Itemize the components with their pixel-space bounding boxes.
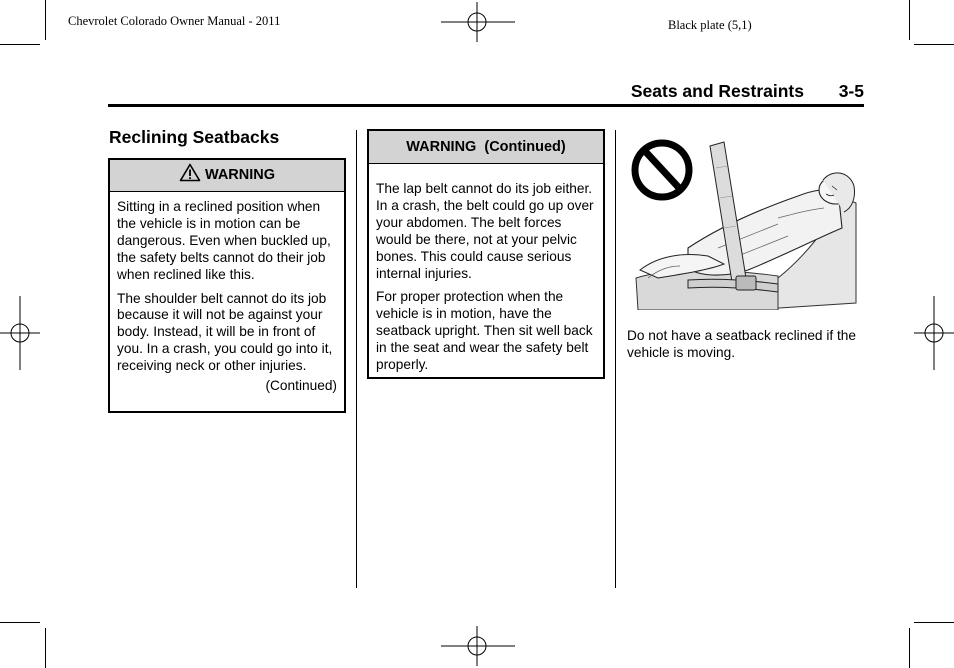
warning-header — [110, 160, 344, 192]
warning-paragraph: The shoulder belt cannot do its job because it will not be against your body. Instead, it will be in front of you. In a crash, you could go into it, receiving neck or other injuries. — [117, 290, 333, 374]
crop-mark — [45, 628, 46, 668]
crop-mark — [45, 0, 46, 40]
crop-mark — [909, 0, 910, 40]
crop-mark — [914, 44, 954, 45]
continued-label: (Continued) — [265, 378, 337, 394]
prohibition-sign-icon — [635, 143, 689, 197]
reclined-occupant-illustration — [628, 128, 858, 310]
print-meta-left: Chevrolet Colorado Owner Manual - 2011 — [68, 14, 281, 28]
warning-header: WARNING (Continued) — [369, 131, 603, 164]
warning-paragraph: Sitting in a reclined position when the vehicle is in motion can be dangerous. Even when buckled up, the safety belts cannot do their job when reclined like this. — [117, 199, 331, 282]
registration-mark-icon — [441, 626, 515, 666]
illustration-caption: Do not have a seatback reclined if the vehicle is moving. — [627, 328, 857, 360]
column-divider — [615, 130, 616, 588]
crop-mark — [909, 628, 910, 668]
crop-mark — [0, 44, 40, 45]
registration-mark-icon — [441, 2, 515, 42]
warning-triangle-icon — [179, 163, 201, 182]
section-title: Reclining Seatbacks — [109, 127, 280, 147]
warning-body — [369, 164, 603, 380]
running-head-section: Seats and Restraints — [630, 81, 804, 101]
warning-paragraph: For proper protection when the vehicle is in motion, have the seatback upright. Then sit well back in the seat and wear the safety belt properly. — [376, 289, 593, 373]
warning-heading: WARNING — [204, 167, 276, 183]
warning-paragraph: The lap belt cannot do its job either. In a crash, the belt could go up over your abdomen. The belt forces would be there, not at your pelvic bones. This could cause serious internal injuries. — [376, 181, 594, 281]
crop-mark — [0, 622, 40, 623]
warning-box — [108, 158, 346, 413]
registration-mark-icon — [0, 296, 40, 370]
column-divider — [356, 130, 357, 588]
warning-body — [110, 192, 344, 401]
crop-mark — [914, 622, 954, 623]
running-head — [108, 80, 864, 107]
registration-mark-icon — [914, 296, 954, 370]
warning-box-continued — [367, 129, 605, 379]
print-meta-right: Black plate (5,1) — [668, 18, 752, 32]
page-number: 3-5 — [838, 81, 864, 101]
